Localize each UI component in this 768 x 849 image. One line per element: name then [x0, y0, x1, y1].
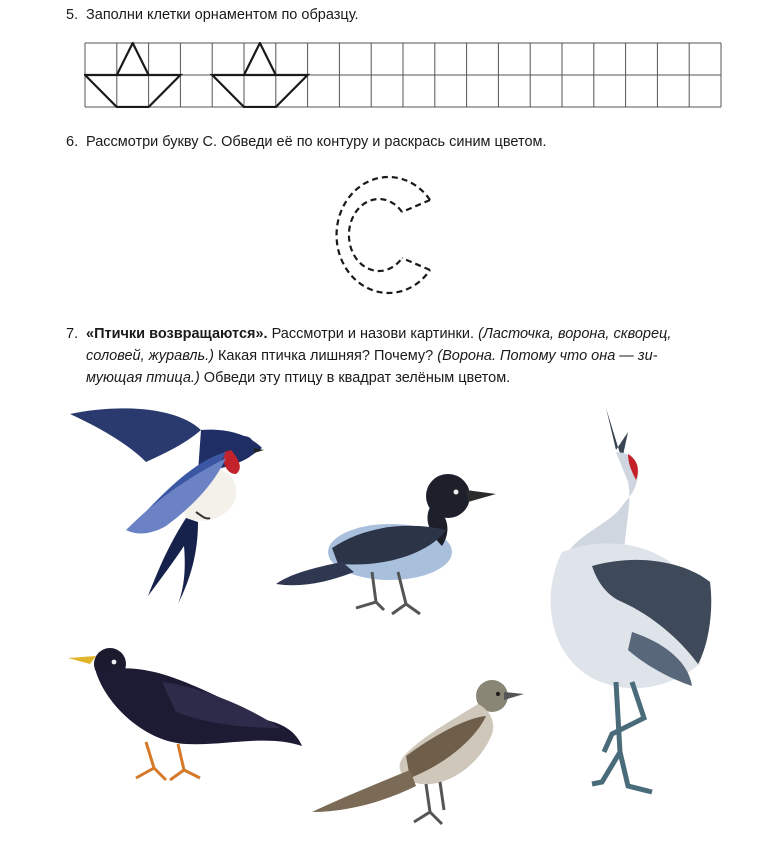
task-text: Заполни клетки орнаментом по образцу. [86, 7, 359, 23]
task-number: 5. [66, 7, 79, 23]
task-7 [66, 323, 736, 389]
crow-icon[interactable] [272, 464, 500, 624]
task-answer: мующая птица.) [86, 370, 200, 386]
nightingale-icon[interactable] [306, 674, 528, 834]
boat-ornament [212, 43, 307, 107]
task-answer: соловей, журавль.) [86, 348, 214, 364]
task-6 [66, 131, 547, 153]
ornament-grid[interactable] [84, 42, 722, 108]
task-text: Какая птичка лишняя? Почему? [213, 348, 438, 364]
task-number: 7. [66, 326, 79, 342]
task-answer: (Ласточка, ворона, скворец, [478, 326, 672, 342]
swallow-icon[interactable] [66, 400, 271, 605]
dotted-letter-c[interactable] [330, 172, 450, 302]
starling-icon[interactable] [66, 642, 306, 792]
task-text: Обведи эту птицу в квадрат зелёным цветом. [199, 370, 511, 386]
task-5 [66, 4, 359, 26]
crane-icon[interactable] [532, 402, 718, 807]
task-number: 6. [66, 134, 79, 150]
task-title: «Птички возвращаются». [86, 326, 268, 342]
task-text: Рассмотри букву С. Обведи её по контуру и раскрась синим цветом. [86, 134, 547, 150]
boat-ornament [85, 43, 180, 107]
task-text: Рассмотри и назови картинки. [267, 326, 479, 342]
task-answer: (Ворона. Потому что она — зи- [437, 348, 658, 364]
